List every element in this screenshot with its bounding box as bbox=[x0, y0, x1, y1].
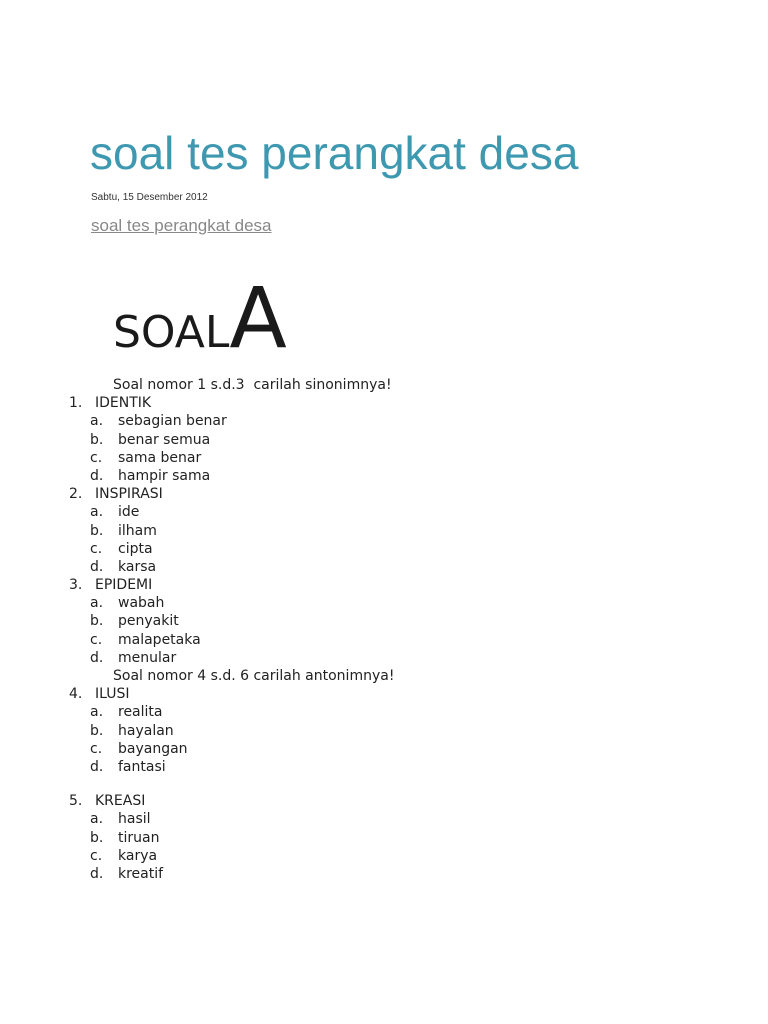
option-text: bayangan bbox=[118, 740, 188, 757]
option-item bbox=[0, 612, 768, 630]
option-text: cipta bbox=[118, 540, 153, 557]
option-item bbox=[0, 865, 768, 883]
option-item bbox=[0, 558, 768, 576]
question-item bbox=[0, 394, 768, 412]
question-word: INSPIRASI bbox=[95, 486, 163, 503]
option-text: sebagian benar bbox=[118, 413, 227, 430]
option-letter: b. bbox=[90, 722, 104, 739]
option-text: malapetaka bbox=[118, 631, 201, 648]
option-text: karsa bbox=[118, 558, 157, 575]
option-letter: b. bbox=[90, 613, 104, 630]
question-block bbox=[0, 576, 768, 667]
option-text: tiruan bbox=[118, 829, 160, 846]
question-word: EPIDEMI bbox=[95, 577, 153, 594]
question-block bbox=[0, 485, 768, 576]
option-text: kreatif bbox=[118, 865, 164, 882]
option-letter: b. bbox=[90, 431, 104, 448]
blog-title[interactable]: soal tes perangkat desa bbox=[90, 127, 579, 179]
option-item bbox=[0, 467, 768, 485]
question-item bbox=[0, 792, 768, 810]
option-item bbox=[0, 631, 768, 649]
option-item bbox=[0, 829, 768, 847]
option-letter: c. bbox=[90, 540, 103, 557]
option-letter: a. bbox=[90, 413, 104, 430]
option-text: karya bbox=[118, 847, 158, 864]
instruction-antonym: Soal nomor 4 s.d. 6 carilah antonimnya! bbox=[113, 668, 395, 685]
post-title-link[interactable]: soal tes perangkat desa bbox=[91, 216, 272, 235]
option-text: hayalan bbox=[118, 722, 174, 739]
question-word: IDENTIK bbox=[95, 395, 152, 412]
option-item bbox=[0, 449, 768, 467]
soal-heading bbox=[113, 269, 287, 367]
spacer bbox=[0, 776, 768, 792]
option-item bbox=[0, 540, 768, 558]
question-number: 3. bbox=[69, 577, 83, 594]
option-text: hasil bbox=[118, 811, 151, 828]
option-item bbox=[0, 847, 768, 865]
question-block bbox=[0, 394, 768, 485]
option-letter: c. bbox=[90, 740, 103, 757]
option-item bbox=[0, 740, 768, 758]
option-item bbox=[0, 412, 768, 430]
question-number: 2. bbox=[69, 486, 83, 503]
option-letter: a. bbox=[90, 504, 104, 521]
option-letter: d. bbox=[90, 865, 104, 882]
question-word: KREASI bbox=[95, 793, 146, 810]
option-text: fantasi bbox=[118, 758, 166, 775]
question-word: ILUSI bbox=[95, 686, 130, 703]
option-letter: b. bbox=[90, 522, 104, 539]
option-item bbox=[0, 722, 768, 740]
option-text: sama benar bbox=[118, 449, 202, 466]
option-text: hampir sama bbox=[118, 467, 211, 484]
question-content bbox=[0, 376, 768, 883]
question-number: 4. bbox=[69, 686, 83, 703]
option-item bbox=[0, 758, 768, 776]
option-item bbox=[0, 810, 768, 828]
option-text: realita bbox=[118, 704, 163, 721]
option-letter: d. bbox=[90, 558, 104, 575]
option-item bbox=[0, 594, 768, 612]
option-text: menular bbox=[118, 649, 177, 666]
question-number: 5. bbox=[69, 793, 83, 810]
soal-heading-letter: A bbox=[229, 269, 287, 367]
question-item bbox=[0, 685, 768, 703]
option-letter: c. bbox=[90, 631, 103, 648]
option-letter: d. bbox=[90, 467, 104, 484]
soal-heading-word: SOAL bbox=[113, 307, 230, 358]
option-item bbox=[0, 522, 768, 540]
question-block bbox=[0, 685, 768, 776]
option-text: wabah bbox=[118, 595, 165, 612]
question-number: 1. bbox=[69, 395, 83, 412]
option-letter: b. bbox=[90, 829, 104, 846]
question-block bbox=[0, 792, 768, 883]
option-letter: c. bbox=[90, 449, 103, 466]
option-letter: a. bbox=[90, 811, 104, 828]
option-item bbox=[0, 503, 768, 521]
option-item bbox=[0, 703, 768, 721]
instruction-synonym: Soal nomor 1 s.d.3 carilah sinonimnya! bbox=[113, 377, 392, 393]
option-letter: a. bbox=[90, 595, 104, 612]
option-item bbox=[0, 649, 768, 667]
option-letter: c. bbox=[90, 847, 103, 864]
option-item bbox=[0, 431, 768, 449]
option-text: ilham bbox=[118, 522, 157, 539]
post-date: Sabtu, 15 Desember 2012 bbox=[91, 192, 208, 203]
question-item bbox=[0, 485, 768, 503]
option-letter: d. bbox=[90, 649, 104, 666]
option-letter: a. bbox=[90, 704, 104, 721]
option-text: ide bbox=[118, 504, 140, 521]
option-text: benar semua bbox=[118, 431, 211, 448]
option-letter: d. bbox=[90, 758, 104, 775]
question-item bbox=[0, 576, 768, 594]
option-text: penyakit bbox=[118, 613, 179, 630]
